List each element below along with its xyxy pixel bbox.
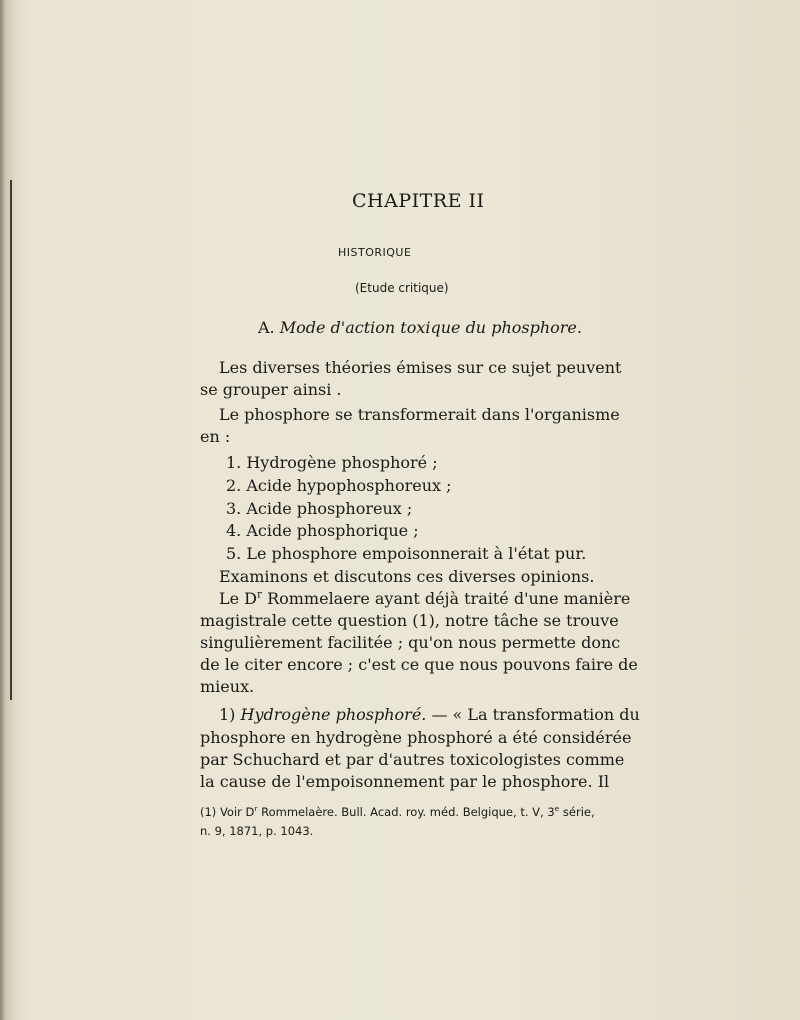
section-heading: HISTORIQUE bbox=[338, 246, 412, 259]
paragraph-line-5: mieux. bbox=[200, 677, 255, 696]
list-item: 5. Le phosphore empoisonnerait à l'état pur. bbox=[226, 544, 587, 563]
footnote-line-2: n. 9, 1871, p. 1043. bbox=[200, 824, 314, 838]
section-a-title: Mode d'action toxique du phosphore. bbox=[279, 318, 582, 337]
chapter-title: CHAPITRE II bbox=[352, 190, 485, 212]
transform-line-1: Le phosphore se transformerait dans l'organisme bbox=[219, 405, 620, 424]
quote-line-2: phosphore en hydrogène phosphoré a été considérée bbox=[200, 728, 632, 747]
footnote-line-1: (1) Voir $D^r$ Rommelaère. Bull. Acad. roy. méd. Belgique, t. V, 3e série, bbox=[200, 804, 595, 819]
list-item: 4. Acide phosphorique ; bbox=[226, 521, 419, 540]
section-a-heading bbox=[258, 318, 582, 337]
list-item: 3. Acide phosphoreux ; bbox=[226, 499, 413, 518]
intro-line-1: Les diverses théories émises sur ce sujet peuvent bbox=[219, 358, 622, 377]
subheading: (Etude critique) bbox=[355, 281, 449, 295]
quote-number: 1) bbox=[219, 705, 236, 724]
quote-line-4: la cause de l'empoisonnement par le phosphore. Il bbox=[200, 772, 610, 791]
binding-edge bbox=[10, 180, 12, 700]
quote-title: Hydrogène phosphoré. bbox=[240, 705, 427, 724]
transform-line-2: en : bbox=[200, 427, 231, 446]
examinons-line: Examinons et discutons ces diverses opinions. bbox=[219, 567, 595, 586]
intro-line-2: se grouper ainsi . bbox=[200, 380, 342, 399]
quote-line-3: par Schuchard et par d'autres toxicologistes comme bbox=[200, 750, 625, 769]
list-item: 2. Acide hypophosphoreux ; bbox=[226, 476, 452, 495]
book-spine bbox=[0, 0, 16, 1020]
paragraph-line-2: magistrale cette question (1), notre tâche se trouve bbox=[200, 611, 619, 630]
quote-line-1: 1) Hydrogène phosphoré. — « La transformation du bbox=[219, 705, 640, 724]
list-item: 1. Hydrogène phosphoré ; bbox=[226, 453, 438, 472]
paragraph-line-3: singulièrement facilitée ; qu'on nous permette donc bbox=[200, 633, 621, 652]
section-a-label: A. bbox=[258, 318, 275, 337]
paragraph-line-1: Le $D^r$ Rommelaere ayant déjà traité d'une manière bbox=[219, 588, 631, 608]
paragraph-line-4: de le citer encore ; c'est ce que nous pouvons faire de bbox=[200, 655, 638, 674]
